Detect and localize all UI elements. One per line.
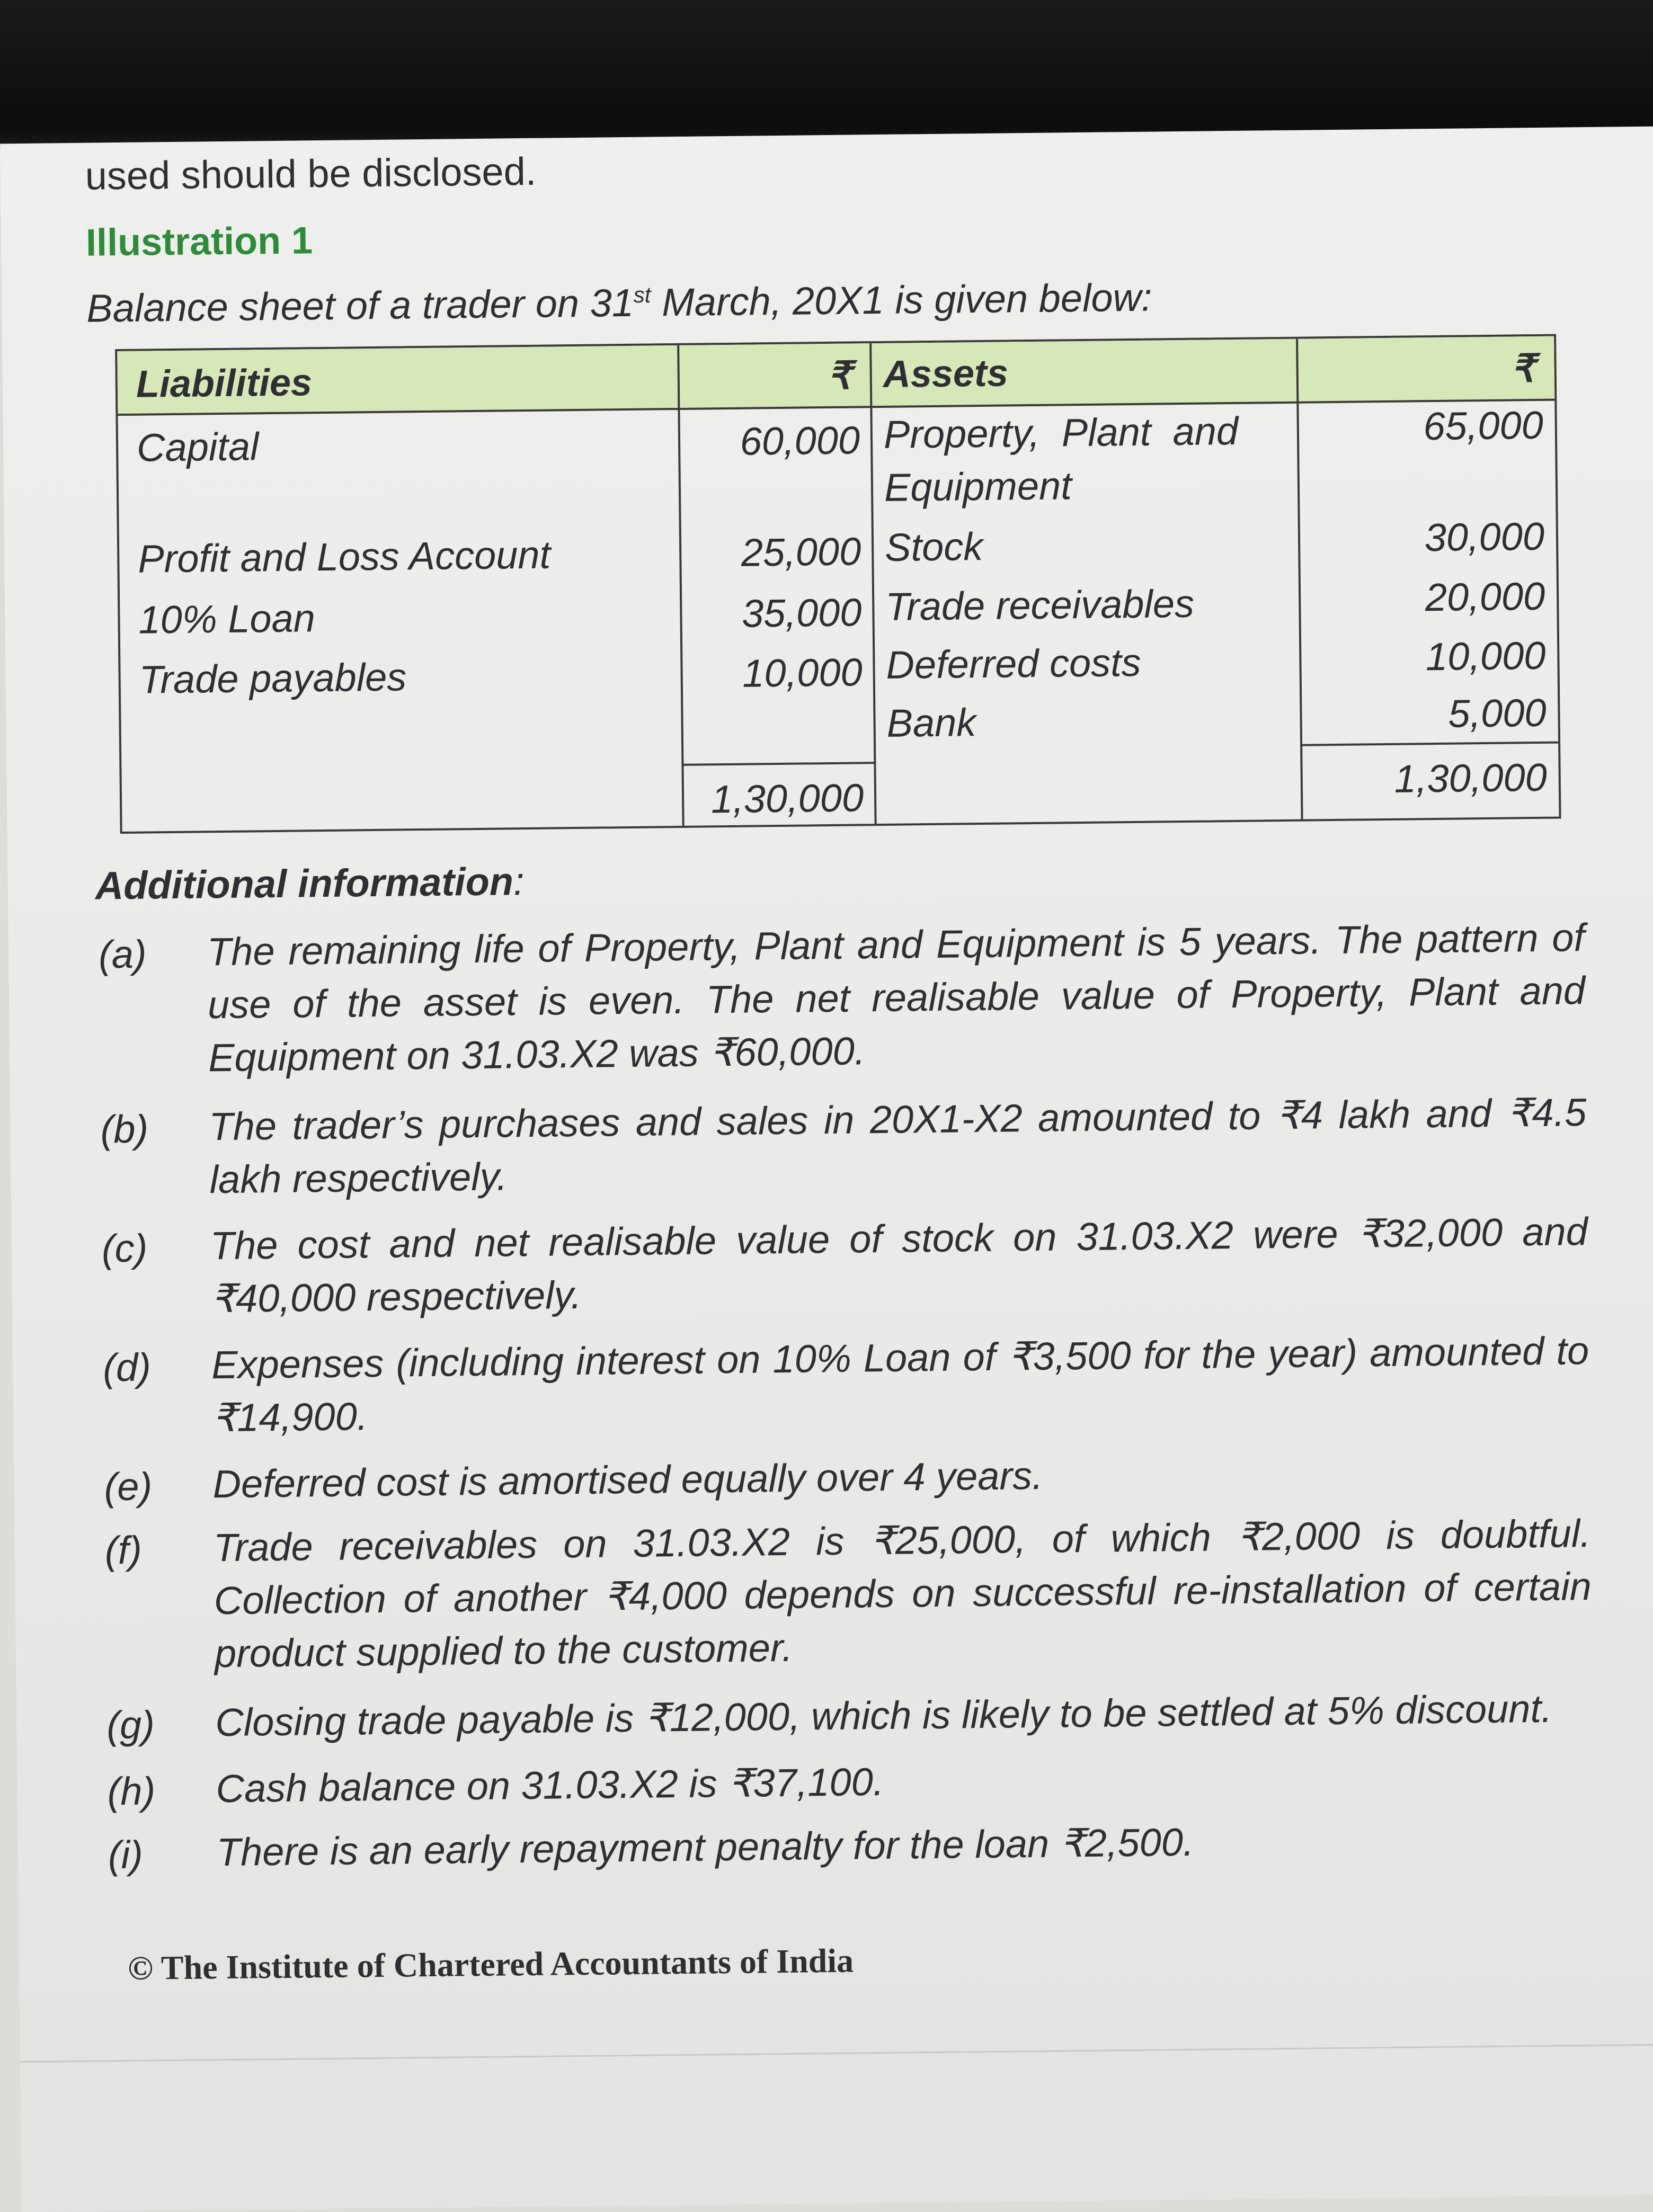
info-item-text: Closing trade payable is ₹12,000, which is likely to be settled at 5% discount.	[215, 1686, 1552, 1745]
liability-label: 10% Loan	[138, 596, 316, 642]
assets-total-rule	[1300, 742, 1558, 746]
additional-information-label: Additional information	[95, 859, 514, 908]
item-letter: (h)	[107, 1769, 156, 1814]
column-divider	[677, 345, 684, 826]
item-letter: (a)	[98, 932, 147, 977]
liability-amount: 25,000	[741, 529, 861, 575]
info-item-text: Expenses (including interest on 10% Loan of ₹3,500 for the year) amounted to ₹14,900.	[211, 1328, 1589, 1440]
asset-label: Bank	[886, 700, 976, 745]
liability-amount: 60,000	[740, 418, 860, 463]
liabilities-total-rule	[681, 762, 876, 766]
asset-amount: 20,000	[1425, 574, 1545, 620]
info-item-text: The trader’s purchases and sales in 20X1-X2 amounted to ₹4 lakh and ₹4.5 lakh respectively.	[209, 1090, 1587, 1202]
liability-amount: 35,000	[741, 590, 862, 636]
intro-superscript: st	[633, 282, 651, 308]
previous-paragraph-tail: used should be disclosed.	[85, 149, 537, 198]
liabilities-header: Liabilities	[136, 361, 313, 406]
item-letter: (f)	[104, 1528, 143, 1573]
liabilities-total: 1,30,000	[710, 775, 864, 822]
asset-label: Stock	[884, 524, 983, 569]
illustration-title: Illustration 1	[85, 219, 313, 264]
asset-amount: 30,000	[1424, 514, 1545, 560]
info-item-text: Deferred cost is amortised equally over 4 years.	[212, 1453, 1043, 1506]
copyright-footer: © The Institute of Chartered Accountants of India	[127, 1941, 854, 1987]
info-item-text: The cost and net realisable value of stock on 31.03.X2 were ₹32,000 and ₹40,000 respectively.	[210, 1209, 1588, 1321]
illustration-intro	[86, 275, 1152, 331]
liability-amount: 10,000	[742, 650, 863, 695]
page-bottom-rule	[20, 2044, 1653, 2063]
item-letter: (d)	[102, 1345, 152, 1390]
asset-amount: 5,000	[1447, 690, 1547, 736]
assets-header: Assets	[883, 352, 1009, 396]
item-letter: (i)	[108, 1832, 144, 1877]
asset-amount: 65,000	[1423, 403, 1544, 449]
liability-label: Trade payables	[139, 655, 407, 702]
item-letter: (c)	[101, 1226, 148, 1271]
info-item-text: There is an early repayment penalty for the loan ₹2,500.	[216, 1819, 1194, 1875]
column-divider	[869, 343, 876, 824]
info-item-text: Trade receivables on 31.03.X2 is ₹25,000, of which ₹2,000 is doubtful. Collection of another ₹4,000 depends on successful re-installation of certain product supplied to the customer.	[213, 1511, 1592, 1676]
document-page	[0, 127, 1653, 2212]
additional-information-title	[95, 859, 525, 908]
intro-text-post: March, 20X1 is given below:	[651, 275, 1152, 325]
additional-information-colon: :	[513, 859, 525, 904]
asset-label: Trade receivables	[885, 581, 1195, 629]
asset-amount: 10,000	[1425, 633, 1546, 679]
balance-sheet-table	[115, 334, 1561, 834]
asset-label: Deferred costs	[886, 640, 1142, 687]
asset-label-continuation: Equipment	[884, 463, 1072, 510]
assets-currency-header: ₹	[1510, 347, 1535, 390]
intro-text-pre: Balance sheet of a trader on 31	[86, 280, 634, 331]
liabilities-currency-header: ₹	[827, 354, 852, 398]
asset-label: Property, Plant and	[883, 408, 1239, 457]
item-letter: (g)	[106, 1702, 155, 1747]
dark-top-band	[0, 0, 1653, 148]
item-letter: (b)	[100, 1107, 149, 1152]
liability-label: Capital	[136, 424, 259, 470]
column-divider	[1296, 339, 1303, 819]
info-item-text: The remaining life of Property, Plant and Equipment is 5 years. The pattern of use of the asset is even. The net realisable value of Property, Plant and Equipment on 31.03.X2 was ₹60,000.	[207, 915, 1586, 1080]
liability-label: Profit and Loss Account	[137, 532, 551, 581]
assets-total: 1,30,000	[1394, 755, 1548, 801]
item-letter: (e)	[104, 1464, 153, 1509]
info-item-text: Cash balance on 31.03.X2 is ₹37,100.	[216, 1760, 884, 1811]
